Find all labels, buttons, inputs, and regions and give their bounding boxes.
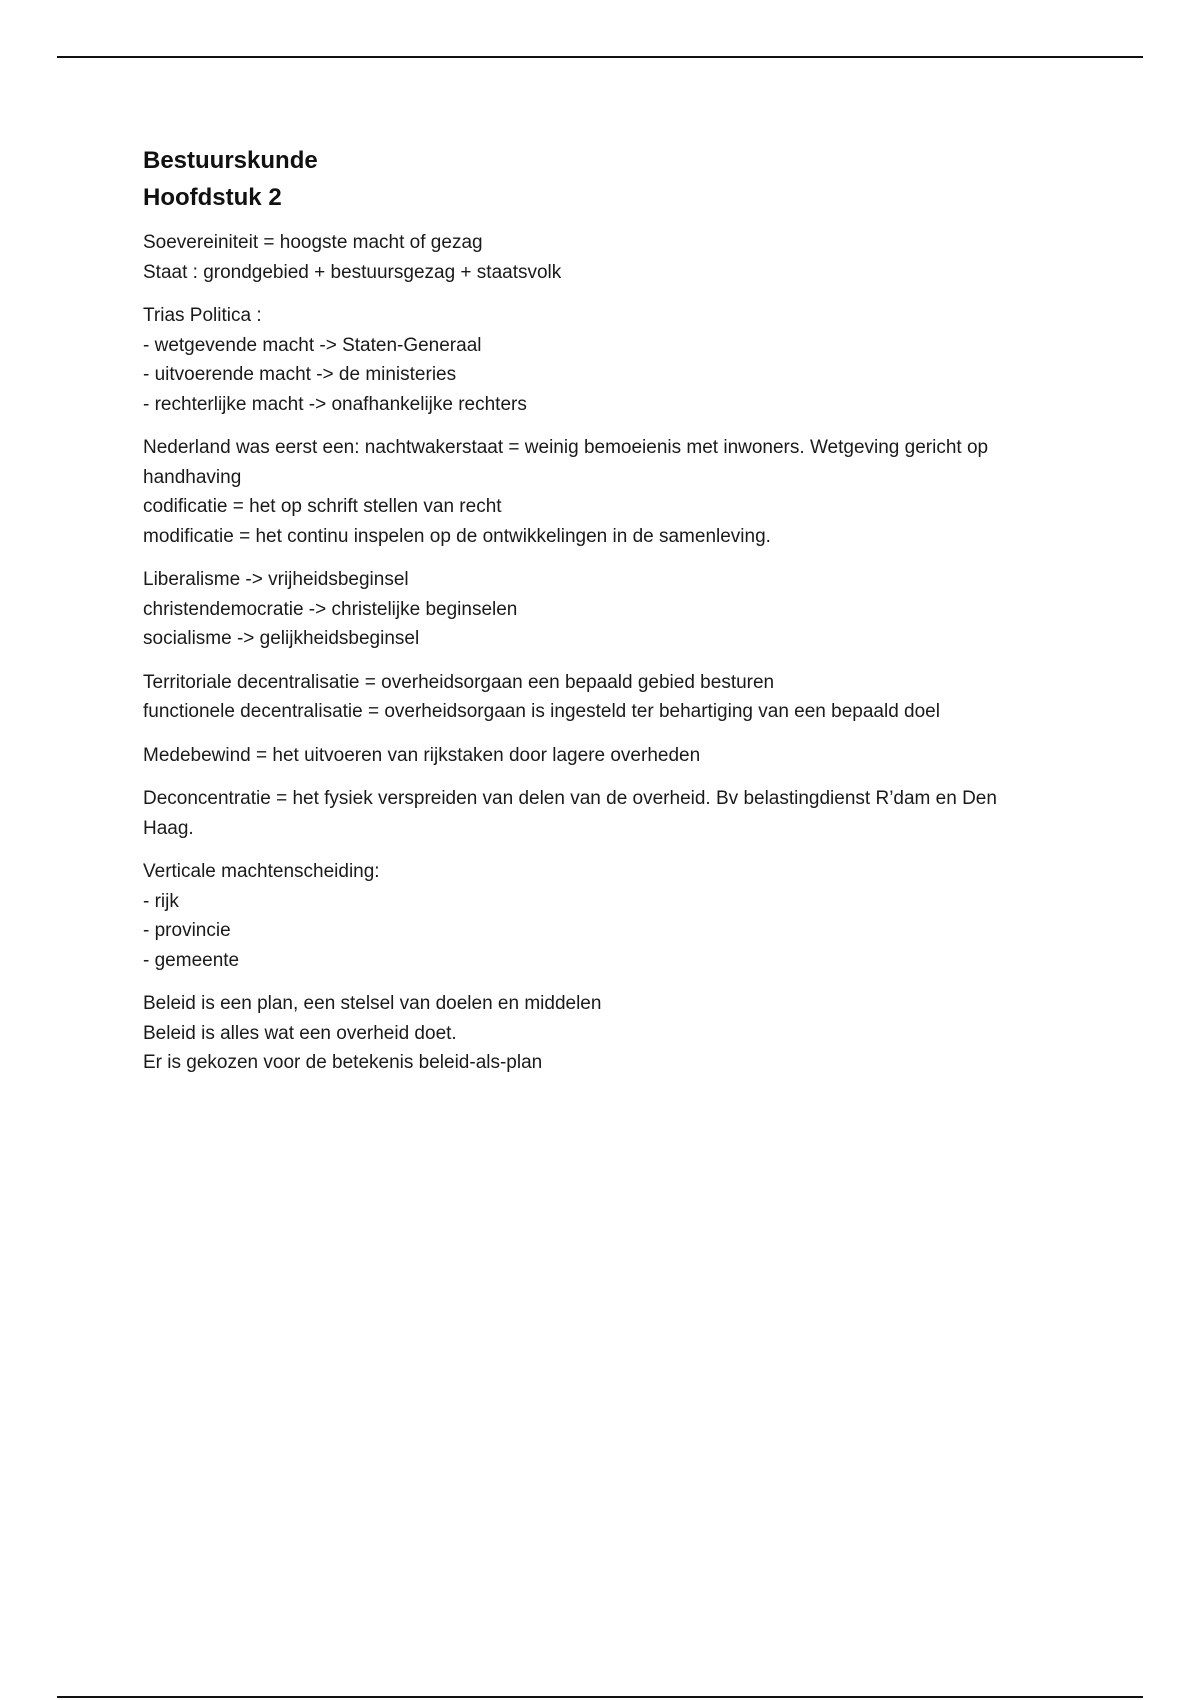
text-line: Soevereiniteit = hoogste macht of gezag (143, 232, 483, 253)
text-line: Deconcentratie = het fysiek verspreiden van delen van de overheid. Bv belastingdienst R’dam en Den (143, 788, 997, 809)
list-item: - wetgevende macht -> Staten-Generaal (143, 334, 482, 356)
text-line: Beleid is een plan, een stelsel van doelen en middelen (143, 993, 602, 1014)
footer-rule (57, 1696, 1143, 1698)
list-item: - rijk (143, 890, 179, 912)
text-line: Trias Politica : (143, 305, 262, 326)
list-item: - rechterlijke macht -> onafhankelijke rechters (143, 393, 527, 415)
paragraph-deconcentratie (143, 784, 1063, 843)
text-line: functionele decentralisatie = overheidsorgaan is ingesteld ter behartiging van een bepaald doel (143, 701, 940, 722)
text-line: modificatie = het continu inspelen op de ontwikkelingen in de samenleving. (143, 525, 771, 547)
text-line: Staat : grondgebied + bestuursgezag + staatsvolk (143, 261, 562, 283)
text-line: socialisme -> gelijkheidsbeginsel (143, 628, 420, 649)
text-line: Er is gekozen voor de betekenis beleid-als-plan (143, 1052, 543, 1073)
chapter-title: Hoofdstuk 2 (143, 184, 282, 211)
text-line: codificatie = het op schrift stellen van recht (143, 496, 502, 517)
text-line: Beleid is alles wat een overheid doet. (143, 1022, 457, 1044)
paragraph-list (143, 228, 1063, 1078)
paragraph-trias-politica (143, 301, 1063, 419)
document-title: Bestuurskunde (143, 147, 318, 174)
paragraph-nachtwakerstaat (143, 433, 1063, 551)
text-line: handhaving (143, 466, 242, 488)
text-line: christendemocratie -> christelijke beginselen (143, 598, 518, 620)
text-line: Nederland was eerst een: nachtwakerstaat = weinig bemoeienis met inwoners. Wetgeving gericht op (143, 437, 989, 458)
text-line: Haag. (143, 817, 194, 839)
paragraph-verticale-machtenscheiding (143, 857, 1063, 975)
header-rule (57, 56, 1143, 58)
paragraph-medebewind (143, 741, 1063, 771)
paragraph-ideologies (143, 565, 1063, 654)
document-body (143, 142, 1063, 1092)
paragraph-decentralisation (143, 668, 1063, 727)
paragraph-sovereignty (143, 228, 1063, 287)
text-line: Medebewind = het uitvoeren van rijkstaken door lagere overheden (143, 744, 701, 766)
paragraph-beleid (143, 989, 1063, 1078)
text-line: Territoriale decentralisatie = overheidsorgaan een bepaald gebied besturen (143, 671, 775, 693)
text-line: Liberalisme -> vrijheidsbeginsel (143, 569, 409, 590)
list-item: - provincie (143, 920, 231, 941)
text-line: Verticale machtenscheiding: (143, 861, 380, 882)
list-item: - uitvoerende macht -> de ministeries (143, 364, 457, 385)
list-item: - gemeente (143, 949, 240, 971)
document-heading (143, 142, 1063, 216)
